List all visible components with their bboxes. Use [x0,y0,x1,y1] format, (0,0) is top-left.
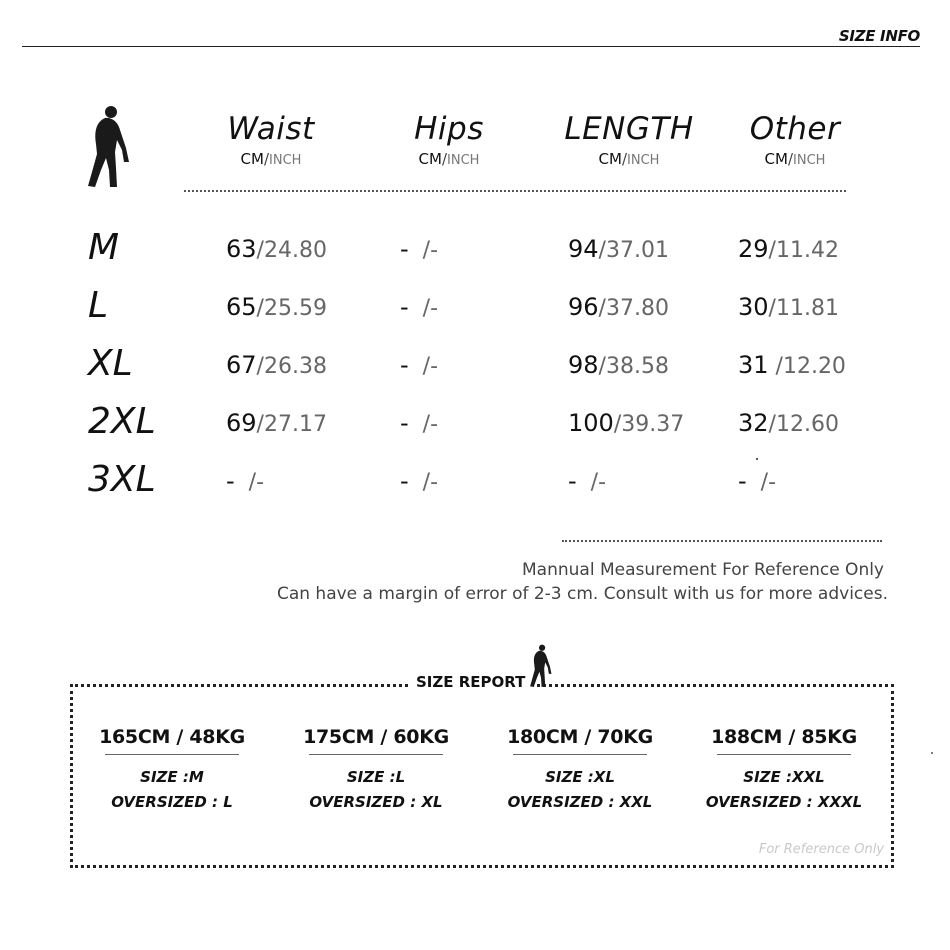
measurement-cell: 63/24.80 [226,235,327,263]
header-divider [184,190,846,192]
measurement-cell: 29/11.42 [738,235,839,263]
entry-underline [717,754,851,755]
column-title: LENGTH [564,111,694,147]
walking-man-icon [528,642,552,690]
report-entry [480,724,680,815]
measurement-cell: 94/37.01 [568,235,669,263]
body-measurement: 180CM / 70KG [507,726,653,748]
oversized-size: OVERSIZED : L [111,793,233,811]
measurement-cell: 96/37.80 [568,293,669,321]
column-header-waist [186,112,356,170]
oversized-size: OVERSIZED : XXXL [705,793,863,811]
measurement-cell: 31 /12.20 [738,351,846,379]
measurement-cell: - /- [400,409,439,437]
recommended-size: SIZE :XL [545,768,615,786]
note-line-2: Can have a margin of error of 2-3 cm. Consult with us for more advices. [276,584,888,604]
size-label: 3XL [88,459,156,500]
size-label: L [88,285,109,326]
recommended-size: SIZE :L [346,768,406,786]
walking-man-icon [84,104,130,190]
column-header-hips [364,112,534,170]
page-title: SIZE INFO [838,27,920,45]
measurement-cell: - /- [226,467,265,495]
measurement-cell: - /- [400,467,439,495]
measurement-cell: - /- [400,351,439,379]
oversized-size: OVERSIZED : XL [309,793,443,811]
column-unit: CM/INCH [764,150,826,168]
size-report-title: SIZE REPORT [408,673,533,691]
report-entry [684,724,884,815]
measurement-cell: 30/11.81 [738,293,839,321]
column-title: Other [749,111,841,147]
report-entry [276,724,476,815]
column-header-other [710,112,880,170]
measurement-cell: 69/27.17 [226,409,327,437]
measurement-cell: - /- [400,293,439,321]
column-title: Hips [414,111,484,147]
size-label: 2XL [88,401,156,442]
recommended-size: SIZE :M [140,768,204,786]
reference-footnote: For Reference Only [758,842,884,857]
recommended-size: SIZE :XXL [743,768,825,786]
measurement-cell: - /- [738,467,777,495]
measurement-cell: 98/38.58 [568,351,669,379]
report-entry [72,724,272,815]
column-unit: CM/INCH [598,150,660,168]
measurement-cell: 100/39.37 [568,409,685,437]
column-header-length [544,112,714,170]
measurement-cell: 65/25.59 [226,293,327,321]
column-unit: CM/INCH [240,150,302,168]
body-measurement: 188CM / 85KG [711,726,857,748]
entry-underline [105,754,239,755]
entry-underline [309,754,443,755]
body-measurement: 175CM / 60KG [303,726,449,748]
column-unit: CM/INCH [418,150,480,168]
measurement-cell: - /- [568,467,607,495]
size-label: M [88,227,120,268]
measurement-cell: - /- [400,235,439,263]
title-divider [22,46,920,47]
note-line-1: Mannual Measurement For Reference Only [522,560,884,580]
body-measurement: 165CM / 48KG [99,726,245,748]
stray-dot [756,458,758,460]
entry-underline [513,754,647,755]
notes-divider [562,540,882,542]
column-title: Waist [227,111,315,147]
size-label: XL [88,343,133,384]
stray-dot [931,752,933,754]
measurement-cell: 67/26.38 [226,351,327,379]
measurement-cell: 32/12.60 [738,409,839,437]
oversized-size: OVERSIZED : XXL [507,793,653,811]
